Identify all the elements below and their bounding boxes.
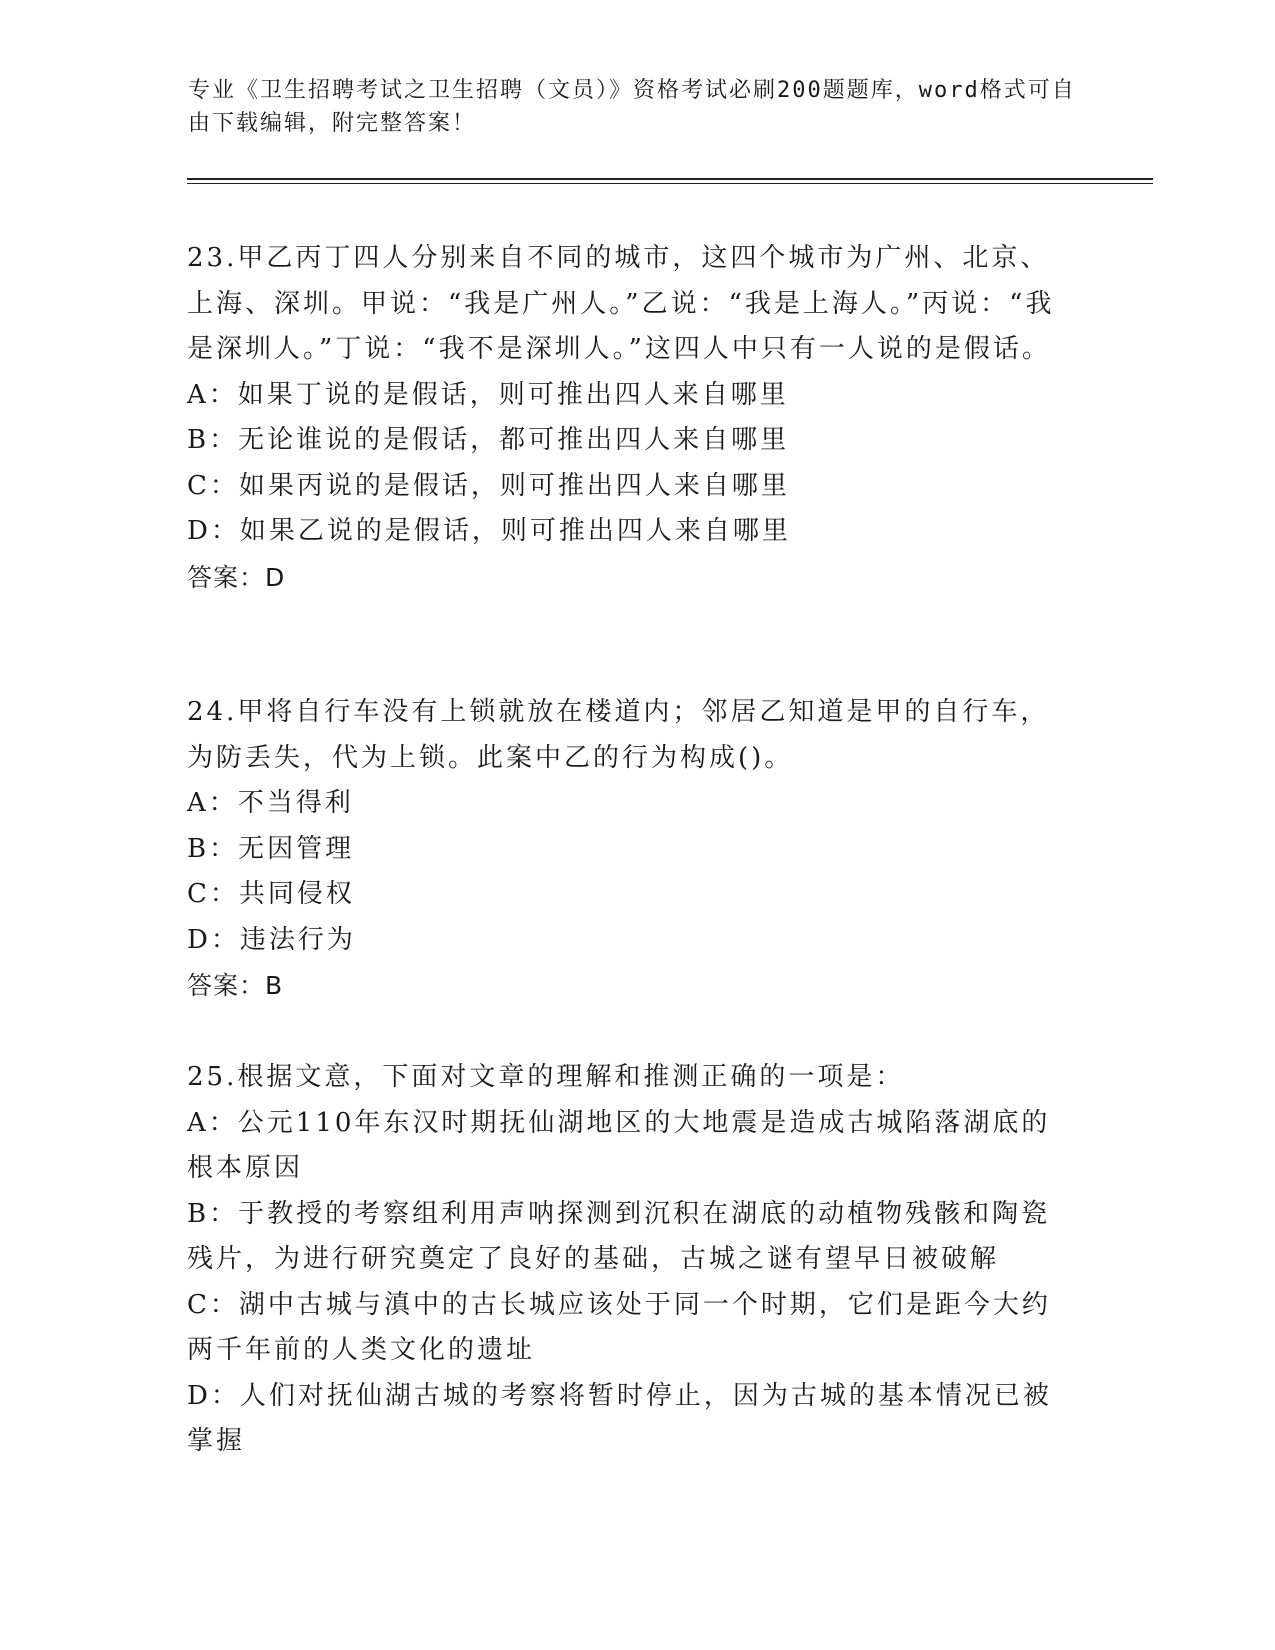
question-stem: 24.甲将自行车没有上锁就放在楼道内；邻居乙知道是甲的自行车，为防丢失，代为上锁。此案中乙的行为构成()。 xyxy=(187,697,1050,773)
question-stem: 23.甲乙丙丁四人分别来自不同的城市，这四个城市为广州、北京、上海、深圳。甲说：“我是广州人。”乙说：“我是上海人。”丙说：“我是深圳人。”丁说：“我不是深圳人。”这四人中只有一人说的是假话。 xyxy=(187,243,1055,364)
option-b: B：无因管理 xyxy=(187,833,355,864)
option-a: A：不当得利 xyxy=(187,788,354,818)
header-divider xyxy=(187,178,1153,184)
option-b: B：于教授的考察组利用声呐探测到沉积在湖底的动植物残骸和陶瓷残片，为进行研究奠定了良好的基础，古城之谜有望早日被破解 xyxy=(187,1198,1051,1274)
option-a: A：如果丁说的是假话，则可推出四人来自哪里 xyxy=(187,379,789,410)
question-stem: 25.根据文意，下面对文章的理解和推测正确的一项是： xyxy=(187,1062,905,1092)
option-c: C：共同侵权 xyxy=(187,879,355,909)
question-24 xyxy=(187,690,1077,1009)
option-d: D：如果乙说的是假话，则可推出四人来自哪里 xyxy=(187,516,791,546)
answer: 答案：B xyxy=(187,971,284,1000)
question-23 xyxy=(187,236,1077,600)
option-c: C：湖中古城与滇中的古长城应该处于同一个时期，它们是距今大约两千年前的人类文化的遗址 xyxy=(187,1289,1051,1365)
document-header: 专业《卫生招聘考试之卫生招聘（文员）》资格考试必刷200题题库，word格式可自由下载编辑，附完整答案！ xyxy=(188,78,1076,136)
option-d: D：人们对抚仙湖古城的考察将暂时停止，因为古城的基本情况已被掌握 xyxy=(187,1380,1052,1456)
option-d: D：违法行为 xyxy=(187,924,356,955)
option-c: C：如果丙说的是假话，则可推出四人来自哪里 xyxy=(187,470,790,501)
option-a: A：公元110年东汉时期抚仙湖地区的大地震是造成古城陷落湖底的根本原因 xyxy=(187,1107,1051,1183)
option-b: B：无论谁说的是假话，都可推出四人来自哪里 xyxy=(187,425,790,455)
answer: 答案：D xyxy=(187,562,286,592)
question-25 xyxy=(187,1055,1077,1465)
